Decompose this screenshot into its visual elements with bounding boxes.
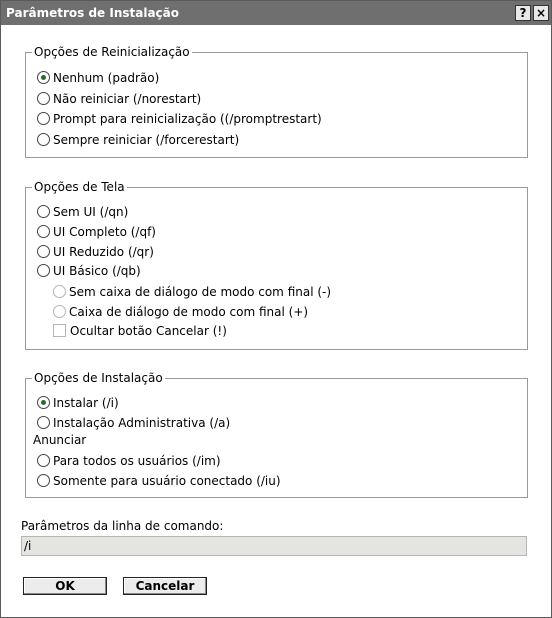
restart-options-legend: Opções de Reinicialização bbox=[34, 45, 190, 59]
radio-label: UI Reduzido (/qr) bbox=[53, 244, 154, 259]
radio-display-no-ui[interactable] bbox=[37, 203, 128, 220]
display-options-legend: Opções de Tela bbox=[34, 180, 125, 194]
help-icon[interactable]: ? bbox=[515, 5, 531, 21]
radio-button[interactable] bbox=[37, 264, 50, 277]
announce-label: Anunciar bbox=[33, 433, 87, 447]
radio-label: UI Básico (/qb) bbox=[53, 263, 141, 278]
radio-no-modal-dialog[interactable] bbox=[53, 283, 331, 300]
radio-button[interactable] bbox=[37, 225, 50, 238]
radio-button[interactable] bbox=[37, 71, 50, 84]
radio-restart-force[interactable] bbox=[37, 131, 239, 148]
radio-restart-norestart[interactable] bbox=[37, 90, 201, 107]
radio-button[interactable] bbox=[53, 285, 66, 298]
cancel-button[interactable]: Cancelar bbox=[123, 577, 207, 595]
checkbox-label: Ocultar botão Cancelar (!) bbox=[70, 323, 227, 338]
checkbox-hide-cancel[interactable] bbox=[53, 322, 227, 339]
radio-announce-current-user[interactable] bbox=[37, 472, 281, 489]
radio-label: Nenhum (padrão) bbox=[53, 70, 160, 85]
radio-label: Somente para usuário conectado (/iu) bbox=[53, 473, 281, 488]
radio-announce-all-users[interactable] bbox=[37, 452, 221, 469]
radio-label: Sem UI (/qn) bbox=[53, 204, 129, 219]
radio-restart-prompt[interactable] bbox=[37, 110, 322, 127]
radio-label: Sempre reiniciar (/forcerestart) bbox=[53, 132, 240, 147]
ok-button[interactable]: OK bbox=[23, 577, 107, 595]
radio-button[interactable] bbox=[37, 396, 50, 409]
close-icon[interactable]: × bbox=[533, 5, 549, 21]
radio-button[interactable] bbox=[53, 305, 66, 318]
radio-restart-none[interactable] bbox=[37, 69, 159, 86]
radio-label: Caixa de diálogo de modo com final (+) bbox=[69, 304, 309, 319]
radio-label: Sem caixa de diálogo de modo com final (-) bbox=[69, 284, 332, 299]
radio-button[interactable] bbox=[37, 133, 50, 146]
radio-button[interactable] bbox=[37, 245, 50, 258]
radio-button[interactable] bbox=[37, 205, 50, 218]
radio-button[interactable] bbox=[37, 474, 50, 487]
radio-admin-install[interactable] bbox=[37, 414, 230, 431]
command-line-label: Parâmetros da linha de comando: bbox=[21, 519, 224, 533]
radio-modal-dialog[interactable] bbox=[53, 303, 308, 320]
dialog-title: Parâmetros de Instalação bbox=[6, 6, 180, 20]
radio-label: Prompt para reinicialização ((/promptrestart) bbox=[53, 111, 322, 126]
radio-label: Para todos os usuários (/im) bbox=[53, 453, 221, 468]
radio-label: Instalar (/i) bbox=[53, 395, 119, 410]
radio-label: Não reiniciar (/norestart) bbox=[53, 91, 202, 106]
radio-button[interactable] bbox=[37, 112, 50, 125]
radio-button[interactable] bbox=[37, 416, 50, 429]
radio-label: UI Completo (/qf) bbox=[53, 224, 156, 239]
radio-button[interactable] bbox=[37, 92, 50, 105]
radio-display-full-ui[interactable] bbox=[37, 223, 156, 240]
command-line-field[interactable]: /i bbox=[21, 536, 527, 556]
radio-button[interactable] bbox=[37, 454, 50, 467]
radio-display-reduced-ui[interactable] bbox=[37, 243, 154, 260]
title-bar bbox=[1, 1, 551, 25]
radio-install[interactable] bbox=[37, 394, 119, 411]
installation-options-legend: Opções de Instalação bbox=[34, 371, 163, 385]
checkbox[interactable] bbox=[53, 324, 66, 337]
radio-display-basic-ui[interactable] bbox=[37, 262, 141, 279]
radio-label: Instalação Administrativa (/a) bbox=[53, 415, 231, 430]
